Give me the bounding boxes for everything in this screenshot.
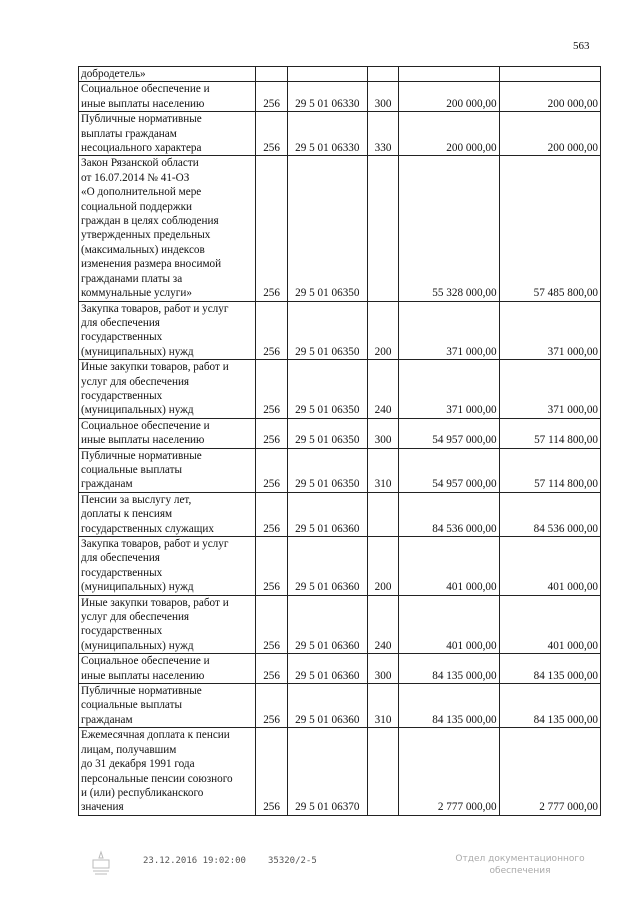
row-csr-code: 29 5 01 06360 [287,684,367,728]
row-sum-2017: 401 000,00 [399,537,499,596]
row-sum-2017: 2 777 000,00 [399,728,499,815]
row-vr-code: 310 [367,684,398,728]
row-sum-2018: 84 135 000,00 [499,654,600,684]
row-name: Публичные нормативные социальные выплаты гражданам [79,684,256,728]
row-sum-2018: 401 000,00 [499,537,600,596]
table-row [79,537,601,596]
row-sum-2017: 84 135 000,00 [399,654,499,684]
row-vr-code: 310 [367,448,398,492]
table-row [79,156,601,301]
row-ved-code: 256 [256,418,287,448]
footer-doc-id: 35320/2-5 [268,856,317,866]
row-csr-code: 29 5 01 06360 [287,595,367,654]
table-row [79,82,601,112]
row-csr-code: 29 5 01 06350 [287,448,367,492]
table-row [79,301,601,360]
row-name: Иные закупки товаров, работ и услуг для обеспечения государственных (муниципальных) нужд [79,595,256,654]
table-row [79,360,601,419]
table-row [79,492,601,536]
row-sum-2017: 371 000,00 [399,301,499,360]
row-vr-code [367,67,398,82]
row-ved-code [256,67,287,82]
stamp-line-1: Отдел документационного [455,854,585,864]
row-sum-2018: 57 114 800,00 [499,418,600,448]
row-sum-2017: 371 000,00 [399,360,499,419]
row-vr-code: 240 [367,360,398,419]
row-sum-2018: 371 000,00 [499,360,600,419]
row-ved-code: 256 [256,654,287,684]
row-sum-2017: 84 536 000,00 [399,492,499,536]
row-csr-code: 29 5 01 06350 [287,301,367,360]
row-csr-code: 29 5 01 06360 [287,654,367,684]
row-vr-code [367,728,398,815]
row-ved-code: 256 [256,728,287,815]
registry-stamp-icon [90,850,112,876]
row-ved-code: 256 [256,82,287,112]
row-name: Закупка товаров, работ и услуг для обеспечения государственных (муниципальных) нужд [79,301,256,360]
row-csr-code: 29 5 01 06370 [287,728,367,815]
row-sum-2017: 200 000,00 [399,82,499,112]
table-row [79,112,601,156]
table-row [79,684,601,728]
row-ved-code: 256 [256,448,287,492]
table-row [79,728,601,815]
row-name: Закупка товаров, работ и услуг для обеспечения государственных (муниципальных) нужд [79,537,256,596]
row-sum-2017: 54 957 000,00 [399,418,499,448]
table-row [79,595,601,654]
table-row [79,654,601,684]
row-vr-code: 200 [367,537,398,596]
row-name: Публичные нормативные социальные выплаты гражданам [79,448,256,492]
row-name: Ежемесячная доплата к пенсии лицам, получавшим до 31 декабря 1991 года персональные пенсии союзного и (или) республиканского значения [79,728,256,815]
stamp-line-2: обеспечения [489,866,551,876]
row-name: добродетель» [79,67,256,82]
row-ved-code: 256 [256,156,287,301]
row-sum-2017: 54 957 000,00 [399,448,499,492]
budget-table [78,66,601,816]
row-vr-code: 300 [367,418,398,448]
row-csr-code: 29 5 01 06350 [287,360,367,419]
row-vr-code: 300 [367,654,398,684]
table-row [79,418,601,448]
row-name: Иные закупки товаров, работ и услуг для обеспечения государственных (муниципальных) нужд [79,360,256,419]
department-stamp [445,853,595,877]
row-sum-2018: 200 000,00 [499,82,600,112]
row-sum-2018 [499,67,600,82]
row-sum-2017 [399,67,499,82]
row-ved-code: 256 [256,492,287,536]
row-csr-code: 29 5 01 06330 [287,112,367,156]
row-vr-code [367,492,398,536]
row-name: Социальное обеспечение и иные выплаты населению [79,418,256,448]
table-row [79,67,601,82]
row-csr-code: 29 5 01 06360 [287,492,367,536]
row-csr-code: 29 5 01 06330 [287,82,367,112]
row-sum-2018: 371 000,00 [499,301,600,360]
row-sum-2017: 200 000,00 [399,112,499,156]
row-sum-2018: 84 135 000,00 [499,684,600,728]
row-vr-code: 300 [367,82,398,112]
row-ved-code: 256 [256,301,287,360]
row-sum-2018: 57 114 800,00 [499,448,600,492]
row-vr-code: 330 [367,112,398,156]
row-vr-code: 240 [367,595,398,654]
budget-table-body [79,67,601,816]
row-csr-code: 29 5 01 06350 [287,418,367,448]
footer-datetime: 23.12.2016 19:02:00 [143,856,246,866]
page-number: 563 [573,40,590,52]
row-sum-2018: 84 536 000,00 [499,492,600,536]
row-ved-code: 256 [256,112,287,156]
row-name: Пенсии за выслугу лет, доплаты к пенсиям государственных служащих [79,492,256,536]
row-sum-2017: 55 328 000,00 [399,156,499,301]
row-name: Социальное обеспечение и иные выплаты населению [79,82,256,112]
table-row [79,448,601,492]
row-name: Публичные нормативные выплаты гражданам несоциального характера [79,112,256,156]
row-name: Закон Рязанской области от 16.07.2014 № 41-ОЗ «О дополнительной мере социальной поддержки граждан в целях соблюдения утвержденных предельных (максимальных) индексов изменения размера вносимой гражданами платы за коммунальные услуги» [79,156,256,301]
row-ved-code: 256 [256,537,287,596]
row-ved-code: 256 [256,360,287,419]
row-name: Социальное обеспечение и иные выплаты населению [79,654,256,684]
row-csr-code [287,67,367,82]
row-sum-2017: 84 135 000,00 [399,684,499,728]
row-csr-code: 29 5 01 06350 [287,156,367,301]
row-vr-code: 200 [367,301,398,360]
row-csr-code: 29 5 01 06360 [287,537,367,596]
row-sum-2017: 401 000,00 [399,595,499,654]
row-ved-code: 256 [256,595,287,654]
row-sum-2018: 57 485 800,00 [499,156,600,301]
row-sum-2018: 2 777 000,00 [499,728,600,815]
row-sum-2018: 401 000,00 [499,595,600,654]
row-sum-2018: 200 000,00 [499,112,600,156]
row-ved-code: 256 [256,684,287,728]
row-vr-code [367,156,398,301]
